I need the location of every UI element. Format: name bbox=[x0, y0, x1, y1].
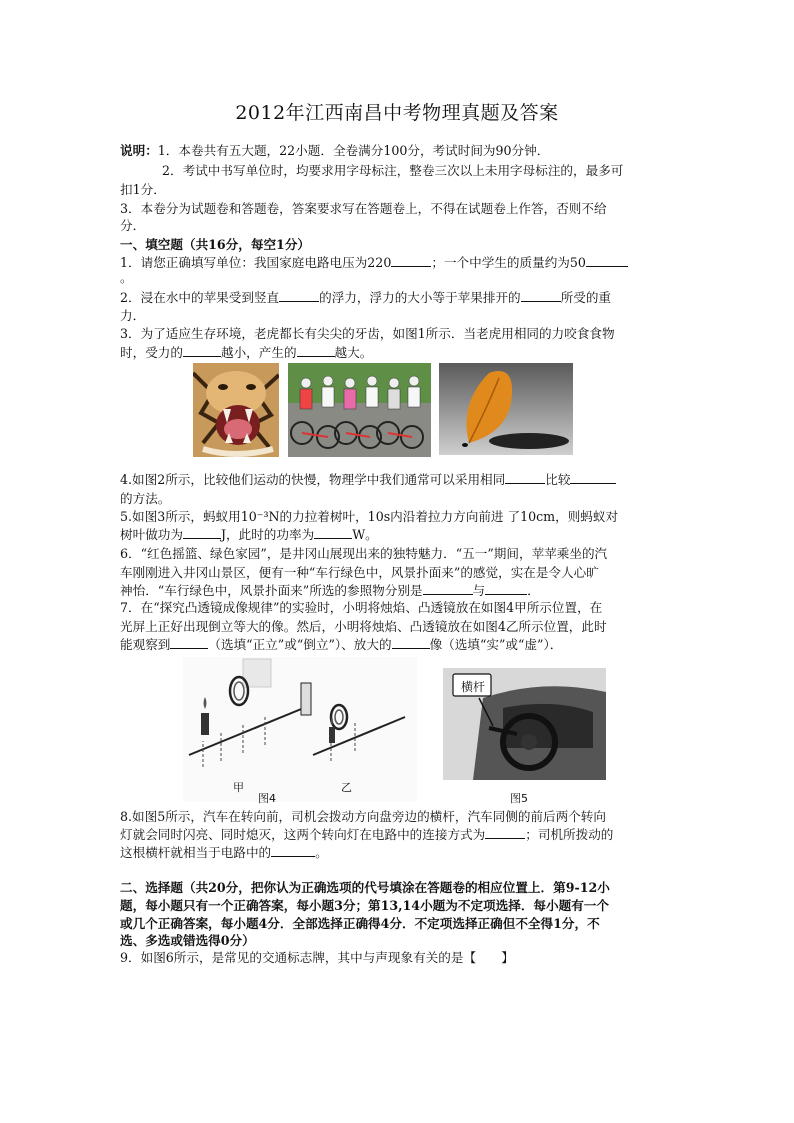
answer-blank bbox=[586, 254, 628, 267]
q8-text-d: 这根横杆就相当于电路中的 bbox=[120, 845, 272, 860]
q1-text-b: ；一个中学生的质量约为50 bbox=[431, 255, 586, 270]
answer-blank bbox=[271, 844, 315, 857]
question-7-line-1: 7．在“探究凸透镜成像规律”的实验时，小明将烛焰、凸透镜放在如图4甲所示位置，在 bbox=[120, 600, 603, 615]
figure-4-lens-diagram bbox=[183, 657, 417, 802]
q3-text-d: 越大。 bbox=[334, 345, 373, 360]
question-8-line-2 bbox=[120, 825, 680, 844]
q5-text-b: 树叶做功为 bbox=[120, 527, 183, 542]
question-5-line-1: 5.如图3所示，蚂蚁用10⁻³N的力拉着树叶，10s内沿着拉力方向前进 了10cm，则蚂蚁对 bbox=[120, 509, 619, 524]
question-2-line-1 bbox=[120, 288, 680, 307]
q8-text-e: 。 bbox=[315, 845, 328, 860]
tiger-image bbox=[193, 363, 279, 457]
q6-text-d: 与 bbox=[472, 583, 486, 598]
q3-text-b: 时，受力的 bbox=[120, 345, 183, 360]
q4-text-b: 比较 bbox=[545, 472, 571, 487]
notes-line-1 bbox=[120, 141, 680, 160]
answer-blank bbox=[505, 471, 545, 484]
answer-blank bbox=[170, 636, 208, 649]
cyclists-image bbox=[288, 363, 431, 457]
question-7-line-2: 光屏上正好出现倒立等大的像。然后，小明将烛焰、凸透镜放在如图4乙所示位置，此时 bbox=[120, 619, 607, 634]
answer-blank bbox=[485, 582, 527, 595]
notes-line-5: 分． bbox=[120, 218, 146, 233]
answer-blank bbox=[570, 471, 616, 484]
q5-text-c: J，此时的功率为 bbox=[220, 527, 315, 542]
answer-blank bbox=[279, 289, 319, 302]
question-4-line-1 bbox=[120, 470, 680, 489]
answer-blank bbox=[392, 636, 430, 649]
section2-heading-line-4: 选、多选或错选得0分） bbox=[120, 933, 255, 948]
question-7-line-3 bbox=[120, 635, 680, 654]
figure-5-caption: 图5 bbox=[510, 792, 528, 805]
page-title: 2012年江西南昌中考物理真题及答案 bbox=[235, 102, 559, 124]
section2-heading-line-3: 或几个正确答案，每小题4分．全部选择正确得4分．不定项选择正确但不全得1分，不 bbox=[120, 916, 600, 931]
q2-text-c: 所受的重 bbox=[560, 290, 612, 305]
figure-4-label-yi: 乙 bbox=[341, 781, 352, 794]
figure-4-label-jia: 甲 bbox=[233, 781, 244, 794]
ant-leaf-image bbox=[439, 363, 573, 455]
q8-text-c: ；司机所拨动的 bbox=[525, 827, 614, 842]
question-1-line-2: 。 bbox=[120, 270, 133, 285]
q8-text-b: 灯就会同时闪亮、同时熄灭，这两个转向灯在电路中的连接方式为 bbox=[120, 827, 486, 842]
answer-blank bbox=[423, 582, 473, 595]
question-8-line-3 bbox=[120, 843, 680, 862]
figure-5-tag: 横杆 bbox=[461, 680, 486, 694]
notes-line-2: 2．考试中书写单位时，均要求用字母标注，整卷三次以上未用字母标注的，最多可 bbox=[162, 163, 624, 178]
answer-blank bbox=[183, 344, 221, 357]
q5-text-d: W。 bbox=[352, 527, 378, 542]
question-4-line-2: 的方法。 bbox=[120, 491, 171, 506]
section2-heading-line-2: 题，每小题只有一个正确答案，每小题3分；第13,14小题为不定项选择．每小题有一个 bbox=[120, 898, 609, 913]
question-3-line-1: 3．为了适应生存环境，老虎都长有尖尖的牙齿，如图1所示．当老虎用相同的力咬食食物 bbox=[120, 326, 615, 341]
answer-blank bbox=[391, 254, 431, 267]
notes-line-4: 3．本卷分为试题卷和答题卷，答案要求写在答题卷上，不得在试题卷上作答，否则不给 bbox=[120, 201, 607, 216]
answer-blank bbox=[521, 289, 561, 302]
section1-heading: 一、填空题（共16分，每空1分） bbox=[120, 237, 311, 252]
question-5-line-2 bbox=[120, 525, 680, 544]
q1-text-a: 1．请您正确填写单位：我国家庭电路电压为220 bbox=[120, 255, 392, 270]
q6-text-e: ． bbox=[527, 583, 540, 598]
q7-text-c: 能观察到 bbox=[120, 637, 171, 652]
notes-line-3: 扣1分． bbox=[120, 182, 166, 197]
figure-5-car-image bbox=[443, 668, 606, 780]
question-3-line-2 bbox=[120, 343, 680, 362]
answer-blank bbox=[183, 526, 221, 539]
question-8-line-1: 8.如图5所示，汽车在转向前，司机会拨动方向盘旁边的横杆，汽车同侧的前后两个转向 bbox=[120, 809, 606, 824]
q6-text-c: 神怡．“车行绿色中，风景扑面来”所选的参照物分别是 bbox=[120, 583, 423, 598]
notes-text-1: 1．本卷共有五大题，22小题．全卷满分100分，考试时间为90分钟． bbox=[157, 143, 550, 158]
answer-blank bbox=[297, 344, 335, 357]
q3-text-c: 越小，产生的 bbox=[220, 345, 297, 360]
answer-blank bbox=[485, 826, 525, 839]
q2-text-a: 2．浸在水中的苹果受到竖直 bbox=[120, 290, 280, 305]
section2-heading-line-1: 二、选择题（共20分，把你认为正确选项的代号填涂在答题卷的相应位置上．第9-12小 bbox=[120, 880, 610, 895]
question-6-line-1: 6．“红色摇篮、绿色家园”，是井冈山展现出来的独特魅力．“五一”期间，苹苹乘坐的汽 bbox=[120, 546, 608, 561]
question-9: 9．如图6所示，是常见的交通标志牌，其中与声现象有关的是【 】 bbox=[120, 950, 514, 965]
q7-text-d: （选填“正立”或“倒立”）、放大的 bbox=[208, 637, 392, 652]
question-2-line-2: 力． bbox=[120, 308, 146, 323]
q2-text-b: 的浮力，浮力的大小等于苹果排开的 bbox=[319, 290, 521, 305]
question-6-line-2: 车刚刚进入井冈山景区，便有一种“车行绿色中，风景扑面来”的感觉，实在是令人心旷 bbox=[120, 565, 599, 580]
figure-4-caption: 图4 bbox=[258, 792, 276, 805]
notes-label: 说明： bbox=[120, 143, 158, 158]
answer-blank bbox=[314, 526, 352, 539]
q4-text-a: 4.如图2所示，比较他们运动的快慢，物理学中我们通常可以采用相同 bbox=[120, 472, 506, 487]
q7-text-e: 像（选填“实”或“虚”）． bbox=[429, 637, 563, 652]
